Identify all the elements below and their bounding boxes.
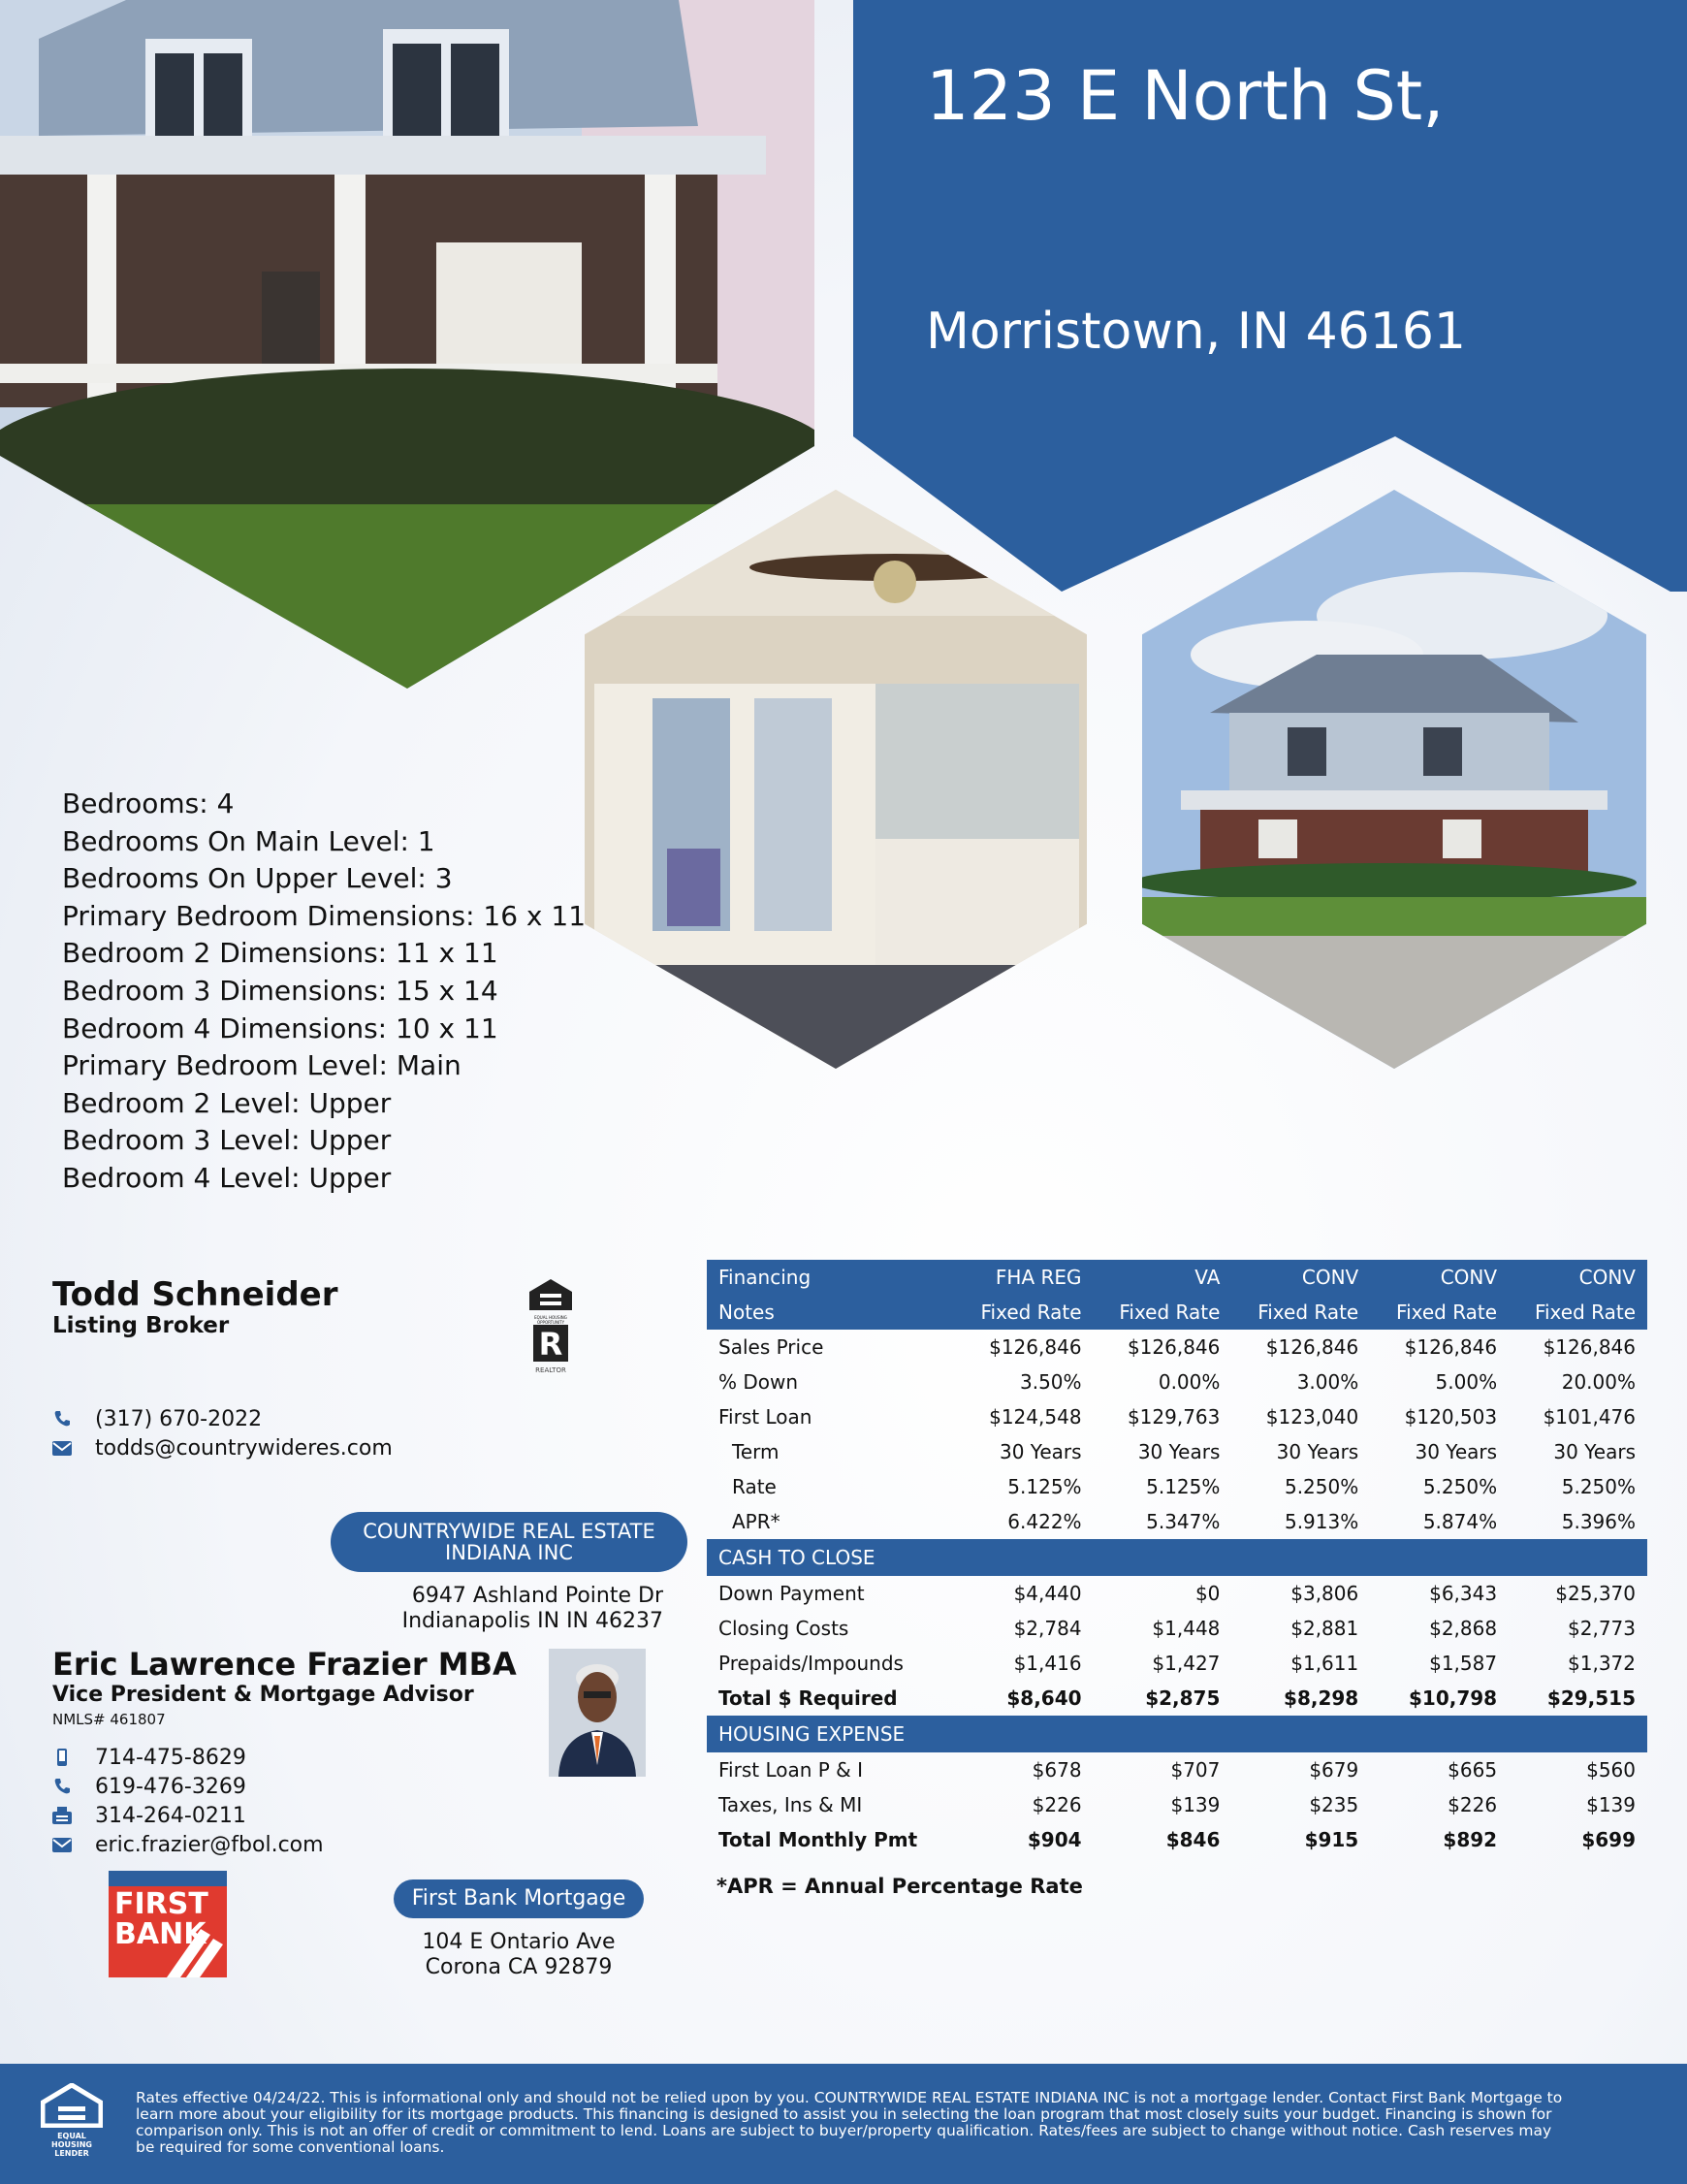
address-line-1: 123 E North St, xyxy=(926,56,1445,136)
property-features xyxy=(62,786,586,1198)
feature-item: Bedroom 4 Level: Upper xyxy=(62,1161,392,1194)
lender-mobile-row xyxy=(52,1743,246,1772)
table-cell: $699 xyxy=(1581,1828,1636,1851)
table-cell: $129,763 xyxy=(1127,1405,1221,1429)
table-cell: Fixed Rate xyxy=(1509,1295,1647,1330)
table-cell: $8,640 xyxy=(1006,1686,1082,1710)
table-cell: 5.396% xyxy=(1561,1510,1636,1533)
broker-company-pill: COUNTRYWIDE REAL ESTATE INDIANA INC xyxy=(331,1512,687,1572)
avatar xyxy=(549,1649,646,1777)
table-cell: $226 xyxy=(1448,1793,1498,1816)
table-cell: 5.250% xyxy=(1561,1475,1636,1498)
svg-text:BANK: BANK xyxy=(114,1917,207,1951)
table-cell: 5.347% xyxy=(1146,1510,1221,1533)
table-cell: $2,868 xyxy=(1429,1617,1498,1640)
email-icon xyxy=(52,1835,72,1854)
table-cell: $123,040 xyxy=(1265,1405,1359,1429)
house-street-view-photo xyxy=(1142,490,1646,1069)
table-cell: $0 xyxy=(1194,1582,1221,1605)
table-row xyxy=(707,1469,1647,1504)
table-cell: 0.00% xyxy=(1158,1370,1221,1394)
mobile-icon xyxy=(52,1748,72,1767)
row-label: First Loan xyxy=(718,1405,812,1429)
table-row xyxy=(707,1681,1647,1716)
table-cell: $126,846 xyxy=(1404,1335,1498,1359)
address-line-2: Morristown, IN 46161 xyxy=(926,303,1466,361)
row-label: Down Payment xyxy=(718,1582,865,1605)
sunroom-interior-photo xyxy=(585,490,1087,1069)
table-row xyxy=(707,1260,1647,1295)
feature-item: Primary Bedroom Level: Main xyxy=(62,1049,462,1082)
table-cell: $10,798 xyxy=(1408,1686,1498,1710)
table-row xyxy=(707,1576,1647,1611)
table-cell: CONV xyxy=(1231,1260,1370,1295)
broker-phone[interactable]: (317) 670-2022 xyxy=(95,1406,263,1431)
table-cell: $846 xyxy=(1165,1828,1221,1851)
row-label: Prepaids/Impounds xyxy=(718,1652,904,1675)
table-row xyxy=(707,1504,1647,1539)
table-cell: $120,503 xyxy=(1404,1405,1498,1429)
table-row xyxy=(707,1822,1647,1857)
table-cell: $2,881 xyxy=(1290,1617,1359,1640)
table-cell: 3.50% xyxy=(1020,1370,1082,1394)
realtor-icon: R REALTOR xyxy=(530,1324,571,1374)
broker-email-row xyxy=(52,1433,393,1462)
feature-item: Bedroom 3 Level: Upper xyxy=(62,1124,392,1157)
table-cell: $1,427 xyxy=(1152,1652,1221,1675)
lender-email-row xyxy=(52,1830,324,1859)
section-header-housing: HOUSING EXPENSE xyxy=(707,1716,1647,1752)
table-cell: CONV xyxy=(1370,1260,1509,1295)
feature-item: Bedrooms: 4 xyxy=(62,787,235,819)
feature-item: Primary Bedroom Dimensions: 16 x 11 xyxy=(62,899,587,932)
table-cell: $25,370 xyxy=(1555,1582,1636,1605)
table-row xyxy=(707,1752,1647,1787)
table-cell: 5.913% xyxy=(1284,1510,1359,1533)
svg-text:R: R xyxy=(538,1326,563,1363)
table-cell: CONV xyxy=(1509,1260,1647,1295)
table-row xyxy=(707,1295,1647,1330)
table-cell: $2,784 xyxy=(1013,1617,1082,1640)
bank-logo xyxy=(109,1871,227,1977)
table-cell: Fixed Rate xyxy=(1231,1295,1370,1330)
table-cell: Fixed Rate xyxy=(1370,1295,1509,1330)
table-row xyxy=(707,1330,1647,1365)
table-cell: $560 xyxy=(1586,1758,1636,1782)
table-cell: $707 xyxy=(1170,1758,1221,1782)
table-row xyxy=(707,1365,1647,1399)
row-label: Taxes, Ins & MI xyxy=(718,1793,863,1816)
table-cell: $1,587 xyxy=(1429,1652,1498,1675)
table-cell: $226 xyxy=(1032,1793,1082,1816)
row-label: Term xyxy=(732,1440,780,1463)
table-cell: $101,476 xyxy=(1543,1405,1636,1429)
phone-icon xyxy=(52,1777,72,1796)
table-cell: $1,448 xyxy=(1152,1617,1221,1640)
table-row xyxy=(707,1434,1647,1469)
table-cell: $139 xyxy=(1170,1793,1221,1816)
broker-company-address: 6947 Ashland Pointe Dr Indianapolis IN IN 46237 xyxy=(401,1584,663,1633)
row-label: Total $ Required xyxy=(718,1686,898,1710)
table-cell: $4,440 xyxy=(1013,1582,1082,1605)
phone-icon xyxy=(52,1409,72,1429)
table-cell: 30 Years xyxy=(1276,1440,1359,1463)
table-cell: 20.00% xyxy=(1561,1370,1636,1394)
table-cell: $679 xyxy=(1309,1758,1359,1782)
row-label: Rate xyxy=(732,1475,777,1498)
feature-item: Bedrooms On Upper Level: 3 xyxy=(62,862,453,895)
table-cell: Fixed Rate xyxy=(1094,1295,1232,1330)
table-cell: $892 xyxy=(1443,1828,1498,1851)
broker-name: Todd Schneider xyxy=(52,1275,338,1314)
table-cell: Fixed Rate xyxy=(955,1295,1094,1330)
table-cell: $1,416 xyxy=(1013,1652,1082,1675)
table-cell: $1,611 xyxy=(1290,1652,1359,1675)
row-label: Sales Price xyxy=(718,1335,824,1359)
section-header-cash: CASH TO CLOSE xyxy=(707,1539,1647,1576)
table-cell: FHA REG xyxy=(955,1260,1094,1295)
lender-phone[interactable]: 619-476-3269 xyxy=(95,1774,246,1799)
table-cell: 30 Years xyxy=(1553,1440,1636,1463)
feature-item: Bedroom 2 Level: Upper xyxy=(62,1086,392,1119)
table-row xyxy=(707,1787,1647,1822)
feature-item: Bedroom 2 Dimensions: 11 x 11 xyxy=(62,937,498,970)
row-label: First Loan P & I xyxy=(718,1758,864,1782)
table-cell: $235 xyxy=(1309,1793,1359,1816)
table-cell: 5.874% xyxy=(1422,1510,1498,1533)
broker-title: Listing Broker xyxy=(52,1313,230,1338)
table-cell: 30 Years xyxy=(1415,1440,1498,1463)
table-cell: $139 xyxy=(1586,1793,1636,1816)
table-cell: $3,806 xyxy=(1290,1582,1359,1605)
equal-housing-lender-logo: EQUAL HOUSING LENDER xyxy=(37,2083,107,2158)
row-label: Financing xyxy=(707,1260,955,1295)
table-cell: 30 Years xyxy=(1137,1440,1221,1463)
table-cell: $124,548 xyxy=(989,1405,1082,1429)
financing-table xyxy=(707,1260,1647,1898)
fax-icon xyxy=(52,1806,72,1825)
table-cell: $678 xyxy=(1032,1758,1082,1782)
feature-item: Bedrooms On Main Level: 1 xyxy=(62,824,435,857)
row-label: Total Monthly Pmt xyxy=(718,1828,918,1851)
table-row xyxy=(707,1646,1647,1681)
broker-phone-row xyxy=(52,1404,262,1433)
table-cell: 3.00% xyxy=(1296,1370,1359,1394)
feature-item: Bedroom 3 Dimensions: 15 x 14 xyxy=(62,974,498,1007)
lender-email[interactable]: eric.frazier@fbol.com xyxy=(95,1832,324,1857)
table-cell: VA xyxy=(1094,1260,1232,1295)
lender-phone-row xyxy=(52,1772,246,1801)
table-cell: $29,515 xyxy=(1546,1686,1636,1710)
table-cell: $126,846 xyxy=(989,1335,1082,1359)
lender-title: Vice President & Mortgage Advisor xyxy=(52,1683,474,1707)
svg-text:FIRST: FIRST xyxy=(114,1887,208,1921)
table-cell: $8,298 xyxy=(1284,1686,1359,1710)
lender-company-pill: First Bank Mortgage xyxy=(394,1879,644,1918)
table-cell: $904 xyxy=(1027,1828,1082,1851)
table-cell: 5.250% xyxy=(1422,1475,1498,1498)
table-cell: 5.125% xyxy=(1146,1475,1221,1498)
equal-housing-icon: EQUAL HOUSING OPPORTUNITY xyxy=(528,1278,573,1325)
table-cell: $2,773 xyxy=(1568,1617,1636,1640)
lender-mobile[interactable]: 714-475-8629 xyxy=(95,1745,246,1770)
table-cell: $126,846 xyxy=(1265,1335,1359,1359)
apr-note: *APR = Annual Percentage Rate xyxy=(716,1875,1083,1898)
table-cell: $126,846 xyxy=(1127,1335,1221,1359)
table-cell: 30 Years xyxy=(999,1440,1082,1463)
table-cell: 5.250% xyxy=(1284,1475,1359,1498)
lender-name: Eric Lawrence Frazier MBA xyxy=(52,1646,517,1683)
table-cell: 5.00% xyxy=(1435,1370,1498,1394)
feature-item: Bedroom 4 Dimensions: 10 x 11 xyxy=(62,1012,498,1044)
table-cell: $665 xyxy=(1448,1758,1498,1782)
table-row xyxy=(707,1611,1647,1646)
email-icon xyxy=(52,1438,72,1458)
table-cell: $2,875 xyxy=(1145,1686,1221,1710)
lender-nmls: NMLS# 461807 xyxy=(52,1711,166,1728)
lender-fax[interactable]: 314-264-0211 xyxy=(95,1803,246,1828)
row-label: APR* xyxy=(732,1510,780,1533)
broker-email[interactable]: todds@countrywideres.com xyxy=(95,1435,393,1461)
disclaimer-text: Rates effective 04/24/22. This is informational only and should not be relied upon by you. COUNTRYWIDE REAL ESTATE INDIANA INC is not a mortgage lender. Contact First Bank Mortgage to learn more about your eligibility for its mortgage products. This financing is designed to assist you in selecting the loan program that most closely suits your budget. Financing is shown for comparison only. This is not an offer of credit or commitment to lend. Loans are subject to buyer/property qualification. Rates/fees are subject to change without notice. Cash reserves may be required for some conventional loans. xyxy=(136,2089,1563,2156)
row-label: % Down xyxy=(718,1370,799,1394)
table-cell: $915 xyxy=(1304,1828,1359,1851)
table-cell: $6,343 xyxy=(1429,1582,1498,1605)
table-cell: 6.422% xyxy=(1007,1510,1082,1533)
lender-fax-row xyxy=(52,1801,246,1830)
row-label: Notes xyxy=(707,1295,955,1330)
table-row xyxy=(707,1399,1647,1434)
table-cell: $1,372 xyxy=(1568,1652,1636,1675)
row-label: Closing Costs xyxy=(718,1617,849,1640)
table-cell: 5.125% xyxy=(1007,1475,1082,1498)
table-cell: $126,846 xyxy=(1543,1335,1636,1359)
lender-company-address: 104 E Ontario Ave Corona CA 92879 xyxy=(422,1930,616,1979)
